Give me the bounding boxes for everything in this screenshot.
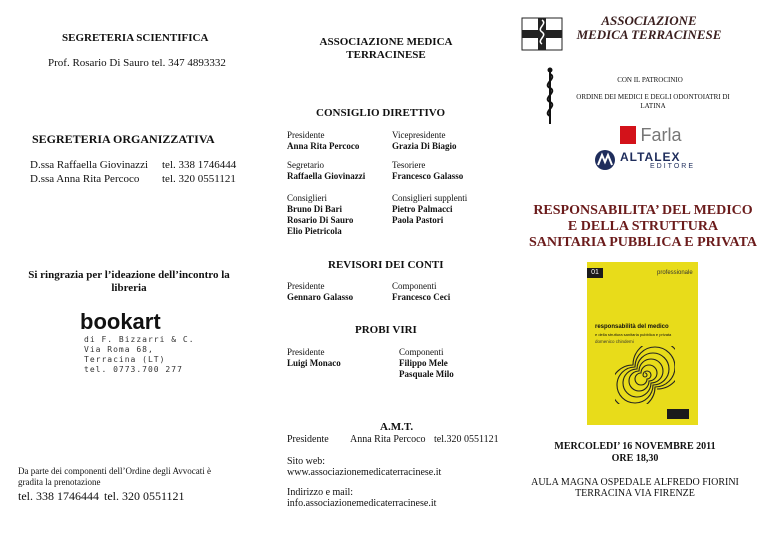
supplenti-label: Consiglieri supplenti (392, 193, 468, 203)
officer-presidente (287, 130, 359, 152)
officer-role: Segretario (287, 160, 324, 170)
consigliere-2: Rosario Di Sauro (287, 215, 354, 225)
probi-heading: PROBI VIRI (355, 324, 417, 336)
officer-role: Vicepresidente (392, 130, 446, 140)
prof-contact: Prof. Rosario Di Sauro tel. 347 4893332 (48, 57, 226, 69)
role-label: Presidente (287, 347, 325, 357)
event-venue: AULA MAGNA OSPEDALE ALFREDO FIORINI TERRACINA VIA FIRENZE (531, 477, 739, 499)
contact-tel-2: tel. 320 0551121 (162, 173, 236, 185)
farla-f-icon (620, 126, 636, 144)
segreteria-organizzativa-heading: SEGRETERIA ORGANIZZATIVA (32, 132, 215, 146)
bookshop-line-1: di F. Bizzarri & C. (84, 335, 195, 344)
amt-role: Presidente (287, 434, 329, 445)
contact-name-2: D.ssa Anna Rita Percoco (30, 173, 140, 185)
altalex-text: ALTALEX (620, 150, 681, 164)
avvocati-note: Da parte dei componenti dell’Ordine degli Avvocati è gradita la prenotazione (18, 466, 212, 487)
probi-componenti (399, 347, 454, 380)
sito-label: Sito web: (287, 456, 326, 467)
supplente-2: Paola Pastori (392, 215, 444, 225)
probi-presidente (287, 347, 341, 369)
tel-left-2: tel. 320 0551121 (104, 489, 185, 503)
consiglio-heading: CONSIGLIO DIRETTIVO (316, 107, 446, 119)
bookshop-address (84, 335, 195, 375)
role-label: Componenti (392, 281, 437, 291)
right-assoc-header: ASSOCIAZIONE MEDICA TERRACINESE (576, 13, 722, 42)
amt-name: Anna Rita Percoco (350, 434, 426, 445)
assoc-title: ASSOCIAZIONE MEDICA TERRACINESE (319, 36, 453, 61)
bookshop-line-4: tel. 0773.700 277 (84, 365, 183, 374)
member-name: Francesco Ceci (392, 292, 451, 302)
bookart-logo-text: bookart (80, 309, 161, 334)
member-name: Luigi Monaco (287, 358, 341, 368)
role-label: Componenti (399, 347, 444, 357)
bookshop-line-3: Terracina (LT) (84, 355, 166, 364)
supplenti-block (392, 193, 467, 226)
supplente-1: Pietro Palmacci (392, 204, 453, 214)
officer-vicepresidente (392, 130, 457, 152)
officer-name: Francesco Galasso (392, 171, 464, 181)
book-series: professionale (657, 270, 693, 276)
amt-tel: tel.320 0551121 (434, 434, 499, 445)
event-title: RESPONSABILITA’ DEL MEDICO E DELLA STRUTTURA SANITARIA PUBBLICA E PRIVATA (528, 203, 758, 250)
officer-role: Presidente (287, 130, 325, 140)
role-label: Presidente (287, 281, 325, 291)
officer-segretario (287, 160, 365, 182)
tel-left-1: tel. 338 1746444 (18, 489, 99, 503)
altalex-icon (594, 150, 616, 170)
email-link[interactable]: info.associazionemedicaterracinese.it (287, 498, 437, 509)
sito-link[interactable]: www.associazionemedicaterracinese.it (287, 467, 442, 478)
officer-name: Raffaella Giovinazzi (287, 171, 366, 181)
member-name: Pasquale Milo (399, 369, 454, 379)
book-subtitle: e della struttura sanitaria pubblica e privata (595, 332, 672, 337)
farla-logo (620, 126, 681, 148)
consiglieri-block (287, 193, 353, 237)
editore-text: EDITORE (650, 163, 695, 170)
book-author: domenico chindemi (595, 339, 634, 344)
consiglieri-label: Consiglieri (287, 193, 327, 203)
book-number: 01 (587, 268, 603, 278)
event-date: MERCOLEDI’ 16 NOVEMBRE 2011 (554, 441, 716, 452)
patrocinio-label: CON IL PATROCINIO (617, 76, 683, 84)
event-time: ORE 18,30 (611, 453, 659, 464)
amt-heading: A.M.T. (380, 421, 414, 433)
contact-tel-1: tel. 338 1746444 (162, 159, 237, 171)
book-cover (587, 262, 698, 425)
segreteria-scientifica-heading: SEGRETERIA SCIENTIFICA (62, 32, 209, 44)
email-label: Indirizzo e mail: (287, 487, 354, 498)
officer-role: Tesoriere (392, 160, 426, 170)
contact-name-1: D.ssa Raffaella Giovinazzi (30, 159, 149, 171)
thanks-text: Si ringrazia per l’ideazione dell’incontro la libreria (28, 269, 230, 294)
revisori-heading: REVISORI DEI CONTI (328, 259, 444, 271)
revisori-presidente (287, 281, 353, 303)
consigliere-3: Elio Pietricola (287, 226, 342, 236)
book-publisher-logo (667, 409, 689, 419)
bookshop-line-2: Via Roma 68, (84, 345, 154, 354)
revisori-componenti (392, 281, 450, 303)
ordine-label: ORDINE DEI MEDICI E DEGLI ODONTOIATRI DI LATINA (576, 93, 730, 110)
member-name: Gennaro Galasso (287, 292, 354, 302)
assoc-emblem-icon (520, 14, 564, 54)
consigliere-1: Bruno Di Bari (287, 204, 343, 214)
farla-text: Farla (640, 125, 682, 145)
officer-name: Grazia Di Biagio (392, 141, 457, 151)
officer-tesoriere (392, 160, 463, 182)
spiral-icon (615, 346, 675, 404)
officer-name: Anna Rita Percoco (287, 141, 360, 151)
member-name: Filippo Mele (399, 358, 448, 368)
caduceus-icon (540, 66, 560, 126)
book-title: responsabilità del medico (595, 324, 669, 330)
